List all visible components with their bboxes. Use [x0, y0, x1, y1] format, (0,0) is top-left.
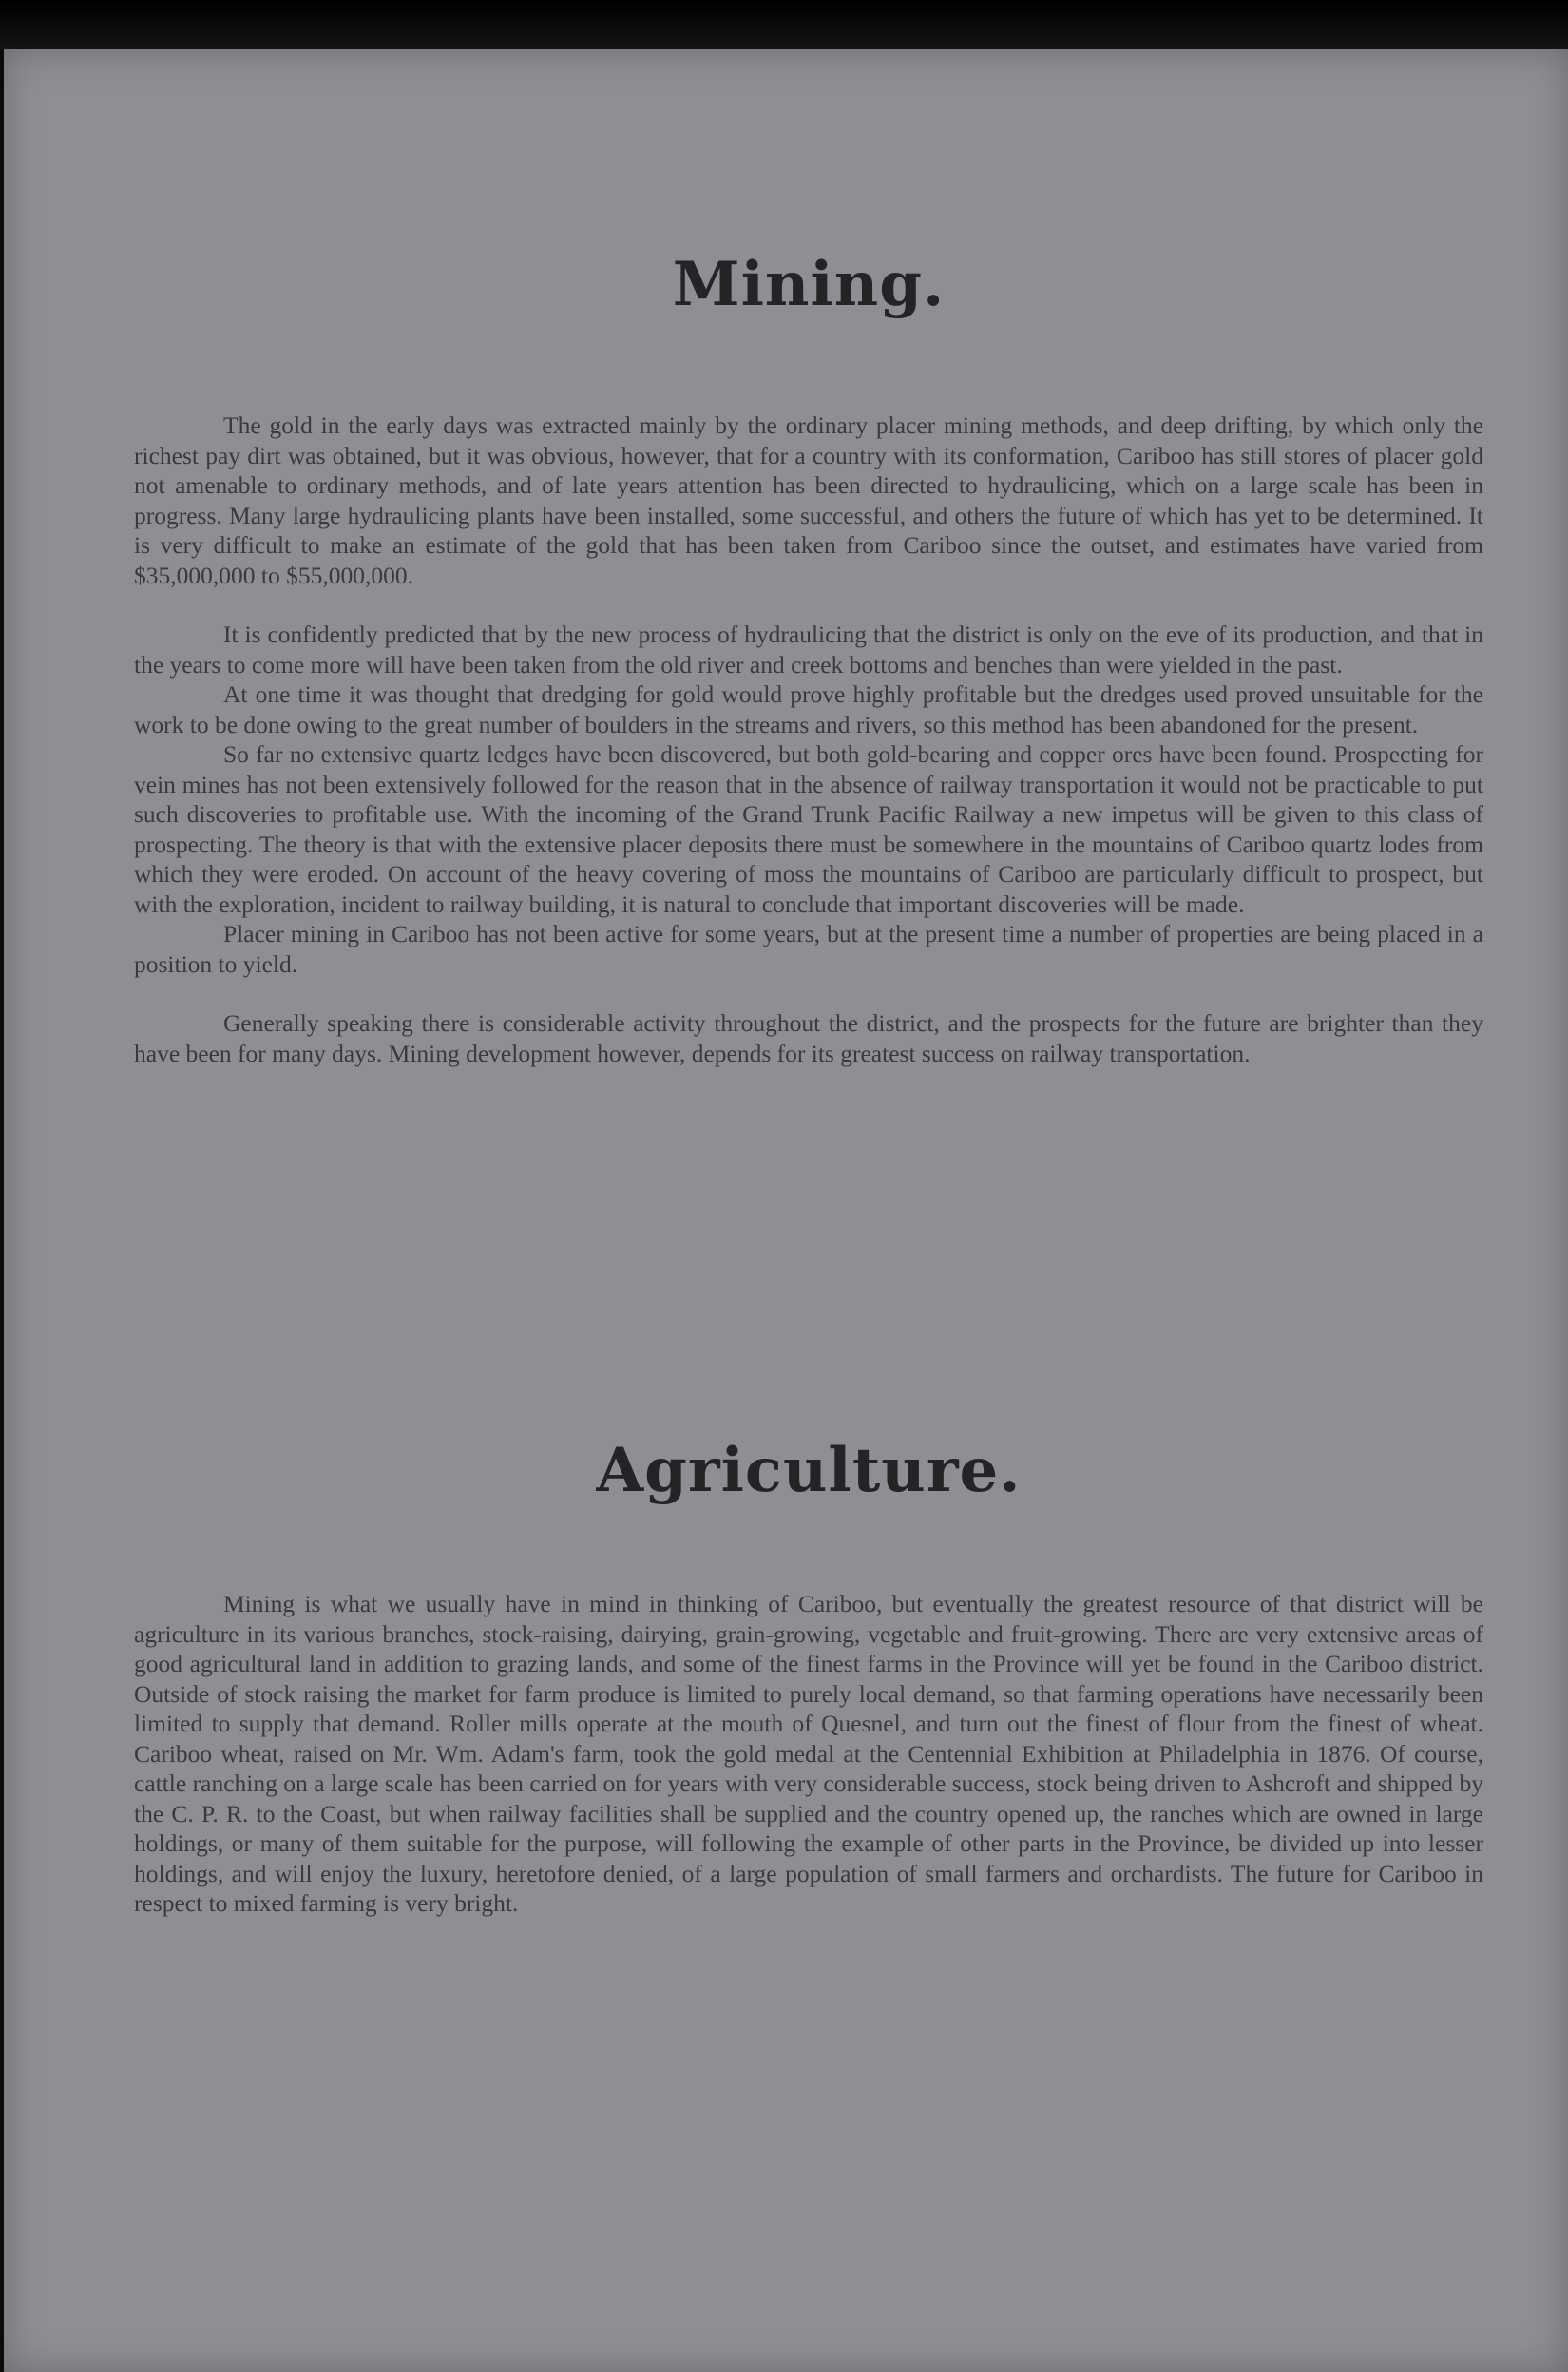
mining-paragraph-3: At one time it was thought that dredging for gold would prove highly profitable but the dredges used proved unsuitable for the work to be done owing to the great number of boulders in the streams and rivers, so this method has been abandoned for the present. — [134, 680, 1483, 738]
document-page — [4, 49, 1568, 2372]
mining-section — [134, 411, 1483, 1068]
agriculture-heading: Agriculture. — [596, 1435, 1022, 1506]
mining-paragraph-4: So far no extensive quartz ledges have been discovered, but both gold-bearing and copper ores have been found. Prospecting for vein mines has not been extensively followed for the reason that in the absence of railway transportation it would not be practicable to put such discoveries to profitable use. With the incoming of the Grand Trunk Pacific Railway a new impetus will be given to this class of prospecting. The theory is that with the extensive placer deposits there must be somewhere in the mountains of Cariboo quartz lodes from which they were eroded. On account of the heavy covering of moss the mountains of Cariboo are particularly difficult to prospect, but with the exploration, incident to railway building, it is natural to conclude that important discoveries will be made. — [134, 740, 1483, 918]
mining-heading: Mining. — [672, 249, 946, 320]
mining-paragraph-1: The gold in the early days was extracted mainly by the ordinary placer mining methods, and deep drifting, by which only the richest pay dirt was obtained, but it was obvious, however, that for a country with its conformation, Cariboo has still stores of placer gold not amenable to ordinary methods, and of late years attention has been directed to hydraulicing, which on a large scale has been in progress. Many large hydraulicing plants have been installed, some successful, and others the future of which has yet to be determined. It is very difficult to make an estimate of the gold that has been taken from Cariboo since the outset, and estimates have varied from $35,000,000 to $55,000,000. — [134, 411, 1483, 589]
agriculture-section — [134, 1589, 1483, 1919]
mining-paragraph-2: It is confidently predicted that by the new process of hydraulicing that the district is only on the eve of its production, and that in the years to come more will have been taken from the old river and creek bottoms and benches than were yielded in the past. — [134, 621, 1483, 679]
agriculture-paragraph-1: Mining is what we usually have in mind in thinking of Cariboo, but eventually the greatest resource of that district will be agriculture in its various branches, stock-raising, dairying, grain-growing, vegetable and fruit-growing. There are very extensive areas of good agricultural land in addition to grazing lands, and some of the finest farms in the Province will yet be found in the Cariboo district. Outside of stock raising the market for farm produce is limited to purely local demand, so that farming operations have necessarily been limited to supply that demand. Roller mills operate at the mouth of Quesnel, and turn out the finest of flour from the finest of wheat. Cariboo wheat, raised on Mr. Wm. Adam's farm, took the gold medal at the Centennial Exhibition at Philadelphia in 1876. Of course, cattle ranching on a large scale has been carried on for years with very considerable success, stock being driven to Ashcroft and shipped by the C. P. R. to the Coast, but when railway facilities shall be supplied and the country opened up, the ranches which are owned in large holdings, or many of them suitable for the purpose, will following the example of other parts in the Province, be divided up into lesser holdings, and will enjoy the luxury, heretofore denied, of a large population of small farmers and orchardists. The future for Cariboo in respect to mixed farming is very bright. — [134, 1590, 1483, 1917]
scan-top-edge — [0, 0, 1568, 49]
mining-paragraph-6: Generally speaking there is considerable activity throughout the district, and the prospects for the future are brighter than they have been for many days. Mining development however, depends for its greatest success on railway transportation. — [134, 1009, 1483, 1067]
mining-paragraph-5: Placer mining in Cariboo has not been active for some years, but at the present time a number of properties are being placed in a position to yield. — [134, 920, 1483, 978]
